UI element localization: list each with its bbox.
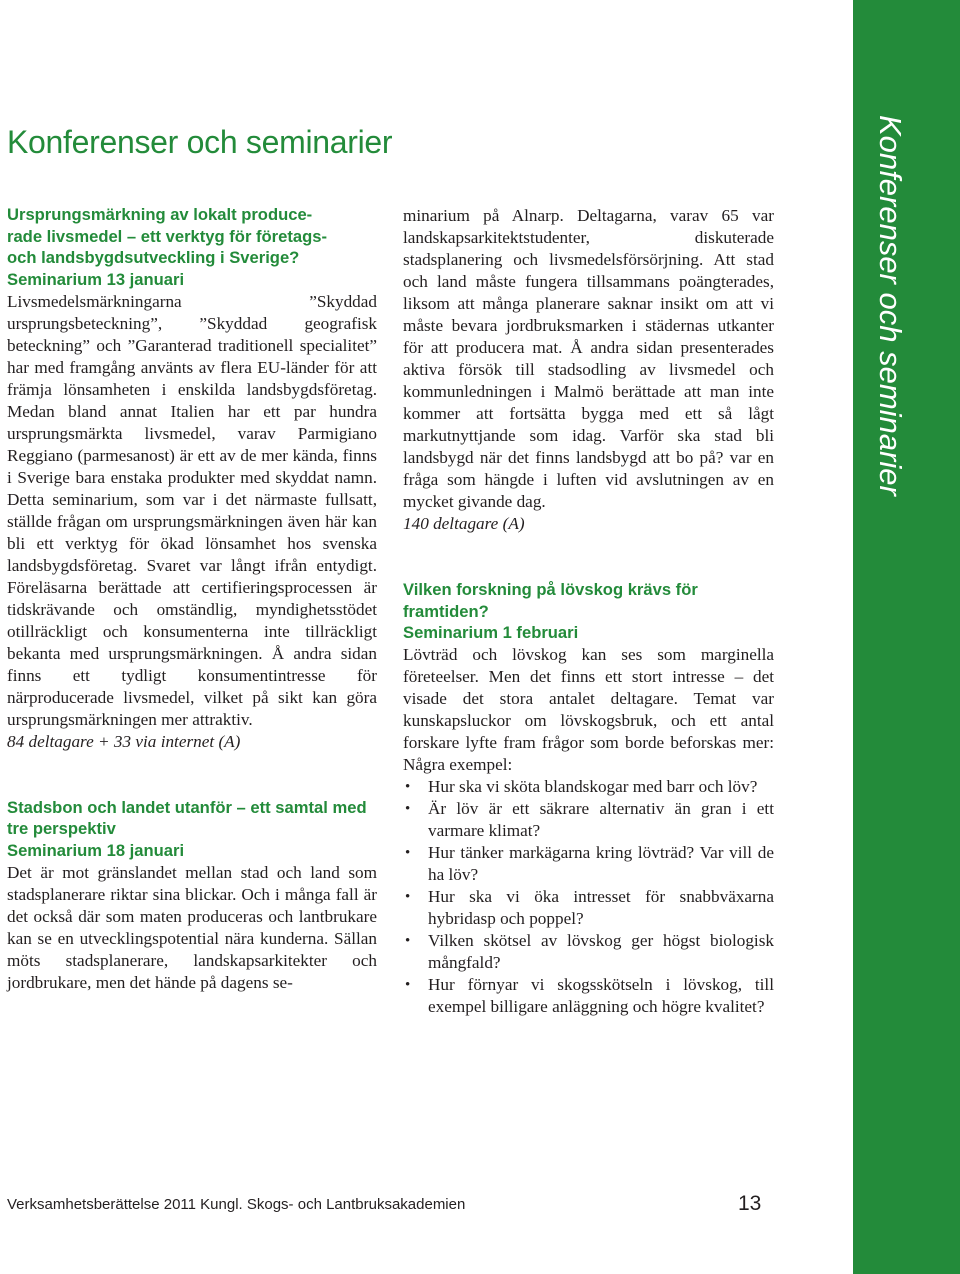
section2-body-part1: Det är mot gränslandet mellan stad och land som stadsplanerare riktar sina blickar. Och i många fall är det också där som maten produceras och lantbrukare kan se en utvecklingspotential nära kunderna. Sällan möts stadsplanerare, landskapsarkitekter och jordbrukare, men det hände på dagens se- <box>7 862 377 992</box>
section1-date: Seminarium 13 januari <box>7 269 185 289</box>
list-item <box>403 974 774 1018</box>
list-item <box>403 798 774 842</box>
sidebar-title: Konferenser och seminarier <box>873 115 908 496</box>
section2-body-part2: minarium på Alnarp. Deltagarna, varav 65 var landskapsarkitektstudenter, diskuterade stadsplanering och livsmedelsförsörjning. Att stad och land måste fungera tillsammans poängterades, liksom att många planerare saknar insikt om att vi måste bevara jordbruksmarken i städernas utkanter för att producera mat. Å andra sidan presenterades aktiva försök till stadsodling av livsmedel och kommunledningen i Malmö berättade att man inte kommer att fortsätta bygga med ett så lågt markutnyttjande som idag. Varför ska stad bli landsbygd när det finns landsbygd att bo på? var en fråga som hängde i luften vid avslutningen av en mycket givande dag. <box>403 206 774 511</box>
bullet-icon: • <box>405 801 411 817</box>
bullet-icon: • <box>405 889 411 905</box>
section3-body: Lövträd och lövskog kan ses som marginella företeelser. Men det finns ett stort intresse – det visade det stora antalet deltagare. Temat var kunskapsluckor om lövskogsbruk, och ett antal forskare lyfte fram frågor som borde beforskas mer: Några exempel: <box>403 645 774 774</box>
bullet-icon: • <box>405 933 411 949</box>
list-item <box>403 930 774 974</box>
section2-title: Stadsbon och landet utanför – ett samtal med tre perspektiv <box>7 797 367 838</box>
section3-date: Seminarium 1 februari <box>403 623 579 642</box>
bullet-icon: • <box>405 845 411 861</box>
list-item-text: Hur ska vi sköta blandskogar med barr och löv? <box>428 777 758 796</box>
section1-body: Livsmedelsmärkningarna ”Skyddad ursprungsbeteckning”, ”Skyddad geografisk beteckning” och ”Garanterad traditionell specialitet” har med framgång använts av flera EU-länder för att främja lönsamheten i enskilda landsbygdsföretag. Medan bland annat Italien har ett par hundra ursprungsmärkta livsmedel, varav Parmigiano Reggiano (parmesanost) är ett av de mer kända, finns i Sverige bara enstaka produkter med skyddat namn. Detta seminarium, som var i det närmaste fullsatt, ställde frågan om ursprungsmärkningen även här kan bli ett verktyg för ökad lönsamhet hos svenska landsbygdsföretag. Svaret var långt ifrån entydigt. Föreläsarna berättade att certifieringsprocessen är tidskrävande och omständlig, myndighetsstödet otillräckligt och konsumenterna inte tillräckligt bekanta med ursprungsmärkningen. Å andra sidan finns ett tydligt konsumentintresse för närproducerade livsmedel, vilket på sikt kan göra ursprungsmärkningen mer attraktiv. <box>7 291 377 729</box>
list-item <box>403 886 774 930</box>
bullet-icon: • <box>405 779 411 795</box>
left-column <box>7 204 377 994</box>
list-item <box>403 842 774 886</box>
page-title: Konferenser och seminarier <box>7 124 393 160</box>
list-item-text: Är löv är ett säkrare alternativ än gran i ett varmare klimat? <box>428 799 774 840</box>
section2-attendance: 140 deltagare (A) <box>403 514 525 533</box>
section2-date: Seminarium 18 januari <box>7 840 185 860</box>
list-item-text: Hur ska vi öka intresset för snabbväxarna hybridasp och poppel? <box>428 887 774 928</box>
list-item <box>403 776 774 798</box>
right-column <box>403 205 774 1018</box>
section3-bullet-list <box>403 776 774 1018</box>
list-item-text: Hur förnyar vi skogsskötseln i lövskog, till exempel billigare anläggning och högre kvalitet? <box>428 975 774 1016</box>
list-item-text: Hur tänker markägarna kring lövträd? Var vill de ha löv? <box>428 843 774 884</box>
section1-attendance: 84 deltagare + 33 via internet (A) <box>7 731 241 751</box>
list-item-text: Vilken skötsel av lövskog ger högst biologisk mångfald? <box>428 931 774 972</box>
bullet-icon: • <box>405 977 411 993</box>
page-number: 13 <box>738 1192 762 1215</box>
section1-title: Ursprungsmärkning av lokalt produce- rade livsmedel – ett verktyg för företags- och landsbygdsutveckling i Sverige? <box>7 205 328 267</box>
footer-text: Verksamhetsberättelse 2011 Kungl. Skogs- och Lantbruksakademien <box>7 1196 466 1213</box>
section3-title: Vilken forskning på lövskog krävs för framtiden? <box>403 580 698 621</box>
